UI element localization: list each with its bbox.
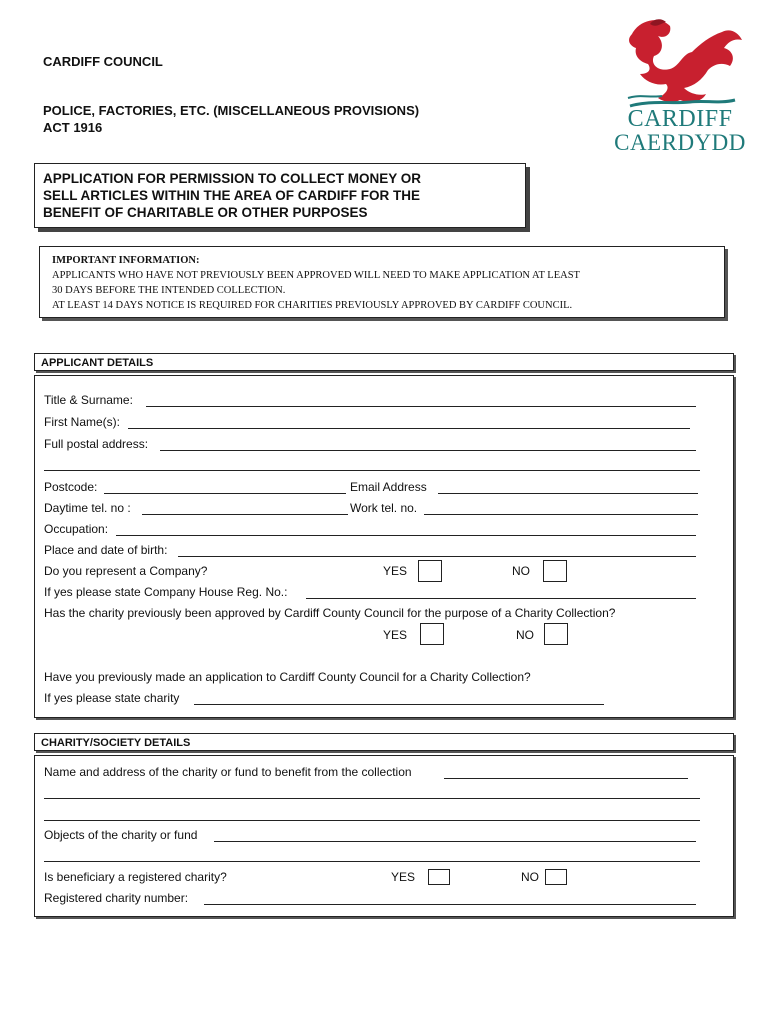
company-no-label: NO [512, 564, 530, 578]
title-surname-field[interactable] [146, 406, 696, 407]
registered-yes-label: YES [391, 870, 416, 884]
registered-no-label: NO [521, 870, 539, 884]
important-heading: IMPORTANT INFORMATION: [52, 255, 200, 266]
title-surname-label: Title & Surname: [44, 393, 133, 407]
postcode-field[interactable] [104, 493, 346, 494]
represent-company-label: Do you represent a Company? [44, 564, 208, 578]
important-information-box [39, 246, 725, 318]
logo-text-caerdydd: CAERDYDD [614, 130, 746, 155]
registered-charity-label: Is beneficiary a registered charity? [44, 870, 227, 884]
charity-objects-field-2[interactable] [44, 861, 700, 862]
work-tel-label: Work tel. no. [350, 501, 418, 515]
registered-number-label: Registered charity number: [44, 891, 189, 905]
applicant-details-header: APPLICANT DETAILS [34, 353, 734, 371]
first-names-field[interactable] [128, 428, 690, 429]
approved-yes-label: YES [383, 628, 408, 642]
registered-number-field[interactable] [204, 904, 696, 905]
state-charity-label: If yes please state charity [44, 691, 180, 705]
postal-address-label: Full postal address: [44, 437, 149, 451]
email-field[interactable] [438, 493, 698, 494]
council-name: CARDIFF COUNCIL [43, 54, 163, 69]
approved-no-checkbox[interactable] [544, 623, 568, 645]
postcode-label: Postcode: [44, 480, 98, 494]
logo-text-cardiff: CARDIFF [627, 106, 733, 132]
email-label: Email Address [350, 480, 427, 494]
act-title-line1: POLICE, FACTORIES, ETC. (MISCELLANEOUS PROVISIONS) [43, 103, 420, 118]
postal-address-field-1[interactable] [160, 450, 696, 451]
application-title-box [34, 163, 526, 228]
important-line1: APPLICANTS WHO HAVE NOT PREVIOUSLY BEEN APPROVED WILL NEED TO MAKE APPLICATION AT LEAST [52, 270, 580, 281]
daytime-tel-field[interactable] [142, 514, 348, 515]
previous-application-label: Have you previously made an application to Cardiff County Council for a Charity Collection? [44, 670, 531, 684]
postal-address-field-2[interactable] [44, 470, 700, 471]
approved-yes-checkbox[interactable] [420, 623, 444, 645]
application-title-line3: BENEFIT OF CHARITABLE OR OTHER PURPOSES [43, 205, 368, 220]
occupation-field[interactable] [116, 535, 696, 536]
company-reg-field[interactable] [306, 598, 696, 599]
charity-objects-field-1[interactable] [214, 841, 696, 842]
occupation-label: Occupation: [44, 522, 109, 536]
charity-objects-label: Objects of the charity or fund [44, 828, 198, 842]
application-title-line1: APPLICATION FOR PERMISSION TO COLLECT MONEY OR [43, 171, 422, 186]
important-line2: 30 DAYS BEFORE THE INTENDED COLLECTION. [52, 285, 286, 296]
place-dob-field[interactable] [178, 556, 696, 557]
approved-question-label: Has the charity previously been approved by Cardiff County Council for the purpose of a Charity Collection? [44, 606, 616, 620]
state-charity-field[interactable] [194, 704, 604, 705]
important-line3: AT LEAST 14 DAYS NOTICE IS REQUIRED FOR CHARITIES PREVIOUSLY APPROVED BY CARDIFF COUNCIL. [52, 300, 573, 311]
charity-name-address-field-2[interactable] [44, 798, 700, 799]
approved-no-label: NO [516, 628, 534, 642]
company-reg-label: If yes please state Company House Reg. No.: [44, 585, 288, 599]
company-yes-checkbox[interactable] [418, 560, 442, 582]
company-yes-label: YES [383, 564, 408, 578]
daytime-tel-label: Daytime tel. no : [44, 501, 131, 515]
welsh-dragon-icon [610, 14, 750, 109]
charity-details-header: CHARITY/SOCIETY DETAILS [34, 733, 734, 751]
act-title-line2: ACT 1916 [43, 120, 103, 135]
charity-name-address-label: Name and address of the charity or fund to benefit from the collection [44, 765, 412, 779]
charity-name-address-field-3[interactable] [44, 820, 700, 821]
first-names-label: First Name(s): [44, 415, 120, 429]
cardiff-logo [610, 14, 750, 159]
registered-yes-checkbox[interactable] [428, 869, 450, 885]
charity-name-address-field-1[interactable] [444, 778, 688, 779]
work-tel-field[interactable] [424, 514, 698, 515]
place-dob-label: Place and date of birth: [44, 543, 168, 557]
company-no-checkbox[interactable] [543, 560, 567, 582]
application-title-line2: SELL ARTICLES WITHIN THE AREA OF CARDIFF FOR THE [43, 188, 420, 203]
registered-no-checkbox[interactable] [545, 869, 567, 885]
